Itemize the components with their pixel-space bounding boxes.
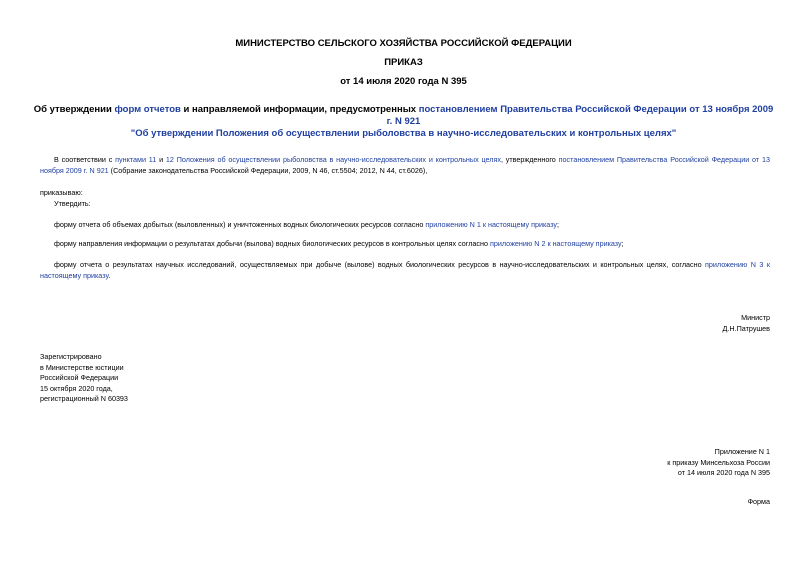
list-item bbox=[54, 238, 770, 249]
order-word: приказываю: bbox=[40, 188, 83, 197]
item-2-tail: ; bbox=[621, 239, 624, 248]
preamble-text-3: , утвержденного bbox=[500, 155, 559, 164]
preamble-link-item-11[interactable]: пунктами 11 bbox=[115, 155, 157, 164]
registration-line: Российской Федерации bbox=[40, 373, 119, 382]
registration-line: в Министерстве юстиции bbox=[40, 362, 124, 372]
item-1-tail: ; bbox=[557, 220, 560, 229]
registration-line: 15 октября 2020 года, bbox=[40, 383, 113, 393]
order-date-number: от 14 июля 2020 года N 395 bbox=[340, 76, 467, 87]
preamble-link-decree[interactable]: постановлением Правительства Российской Федерации от 13 ноября 2009 г. N 921 bbox=[40, 155, 770, 175]
preamble-text-2: и bbox=[156, 155, 166, 164]
preamble-text-4: (Собрание законодательства Российской Федерации, 2009, N 46, ст.5504; 2012, N 44, ст.6026), bbox=[108, 166, 428, 175]
title-text-2: и направляемой информации, предусмотренных bbox=[180, 104, 419, 115]
signature-position: Министр bbox=[741, 313, 770, 322]
item-3-appendix-link[interactable]: приложению N 3 к настоящему приказу bbox=[40, 260, 770, 280]
title-link-decree[interactable]: постановлением Правительства Российской Федерации от 13 ноября 2009 г. N 921 bbox=[386, 104, 774, 127]
list-item bbox=[54, 219, 770, 230]
list-item bbox=[40, 259, 770, 281]
signature-name: Д.Н.Патрушев bbox=[722, 323, 770, 333]
item-3-text: форму отчета о результатах научных исследований, осуществляемых при добыче (вылове) водных биологических ресурсов в научно-исследовательских и контрольных целях, согласно bbox=[54, 260, 706, 269]
registration-line: Зарегистрировано bbox=[40, 352, 102, 361]
title-link-decree-name[interactable]: "Об утверждении Положения об осуществлении рыболовства в научно-исследовательских и контрольных целях" bbox=[130, 128, 677, 139]
item-3-tail: . bbox=[108, 271, 111, 280]
preamble-text-1: В соответствии с bbox=[54, 155, 116, 164]
registration-block bbox=[40, 352, 128, 405]
appendix-line: от 14 июля 2020 года N 395 bbox=[677, 468, 770, 477]
preamble-link-item-12[interactable]: 12 Положения об осуществлении рыболовства в научно-исследовательских и контрольных целях bbox=[165, 155, 501, 164]
order-title bbox=[30, 104, 777, 140]
preamble-paragraph bbox=[40, 154, 770, 176]
approve-word: Утвердить: bbox=[54, 199, 91, 208]
item-1-text: форму отчета об объемах добытых (выловленных) и уничтоженных водных биологических ресурсов согласно bbox=[54, 220, 426, 229]
title-text-1: Об утверждении bbox=[33, 104, 115, 115]
appendix-line: Приложение N 1 bbox=[714, 447, 770, 456]
item-2-appendix-link[interactable]: приложению N 2 к настоящему приказу bbox=[489, 239, 622, 248]
registration-line: регистрационный N 60393 bbox=[40, 394, 128, 403]
form-label: Форма bbox=[747, 497, 770, 506]
appendix-block bbox=[667, 447, 770, 479]
item-2-text: форму направления информации о результатах добычи (вылова) водных биологических ресурсов в контрольных целях согласно bbox=[54, 239, 490, 248]
signature-block bbox=[723, 313, 770, 334]
item-1-appendix-link[interactable]: приложению N 1 к настоящему приказу bbox=[425, 220, 558, 229]
appendix-line: к приказу Минсельхоза России bbox=[667, 457, 770, 467]
title-link-forms[interactable]: форм отчетов bbox=[114, 104, 181, 115]
doc-type-heading: ПРИКАЗ bbox=[384, 57, 423, 68]
ministry-heading: МИНИСТЕРСТВО СЕЛЬСКОГО ХОЗЯЙСТВА РОССИЙСКОЙ ФЕДЕРАЦИИ bbox=[235, 38, 572, 49]
